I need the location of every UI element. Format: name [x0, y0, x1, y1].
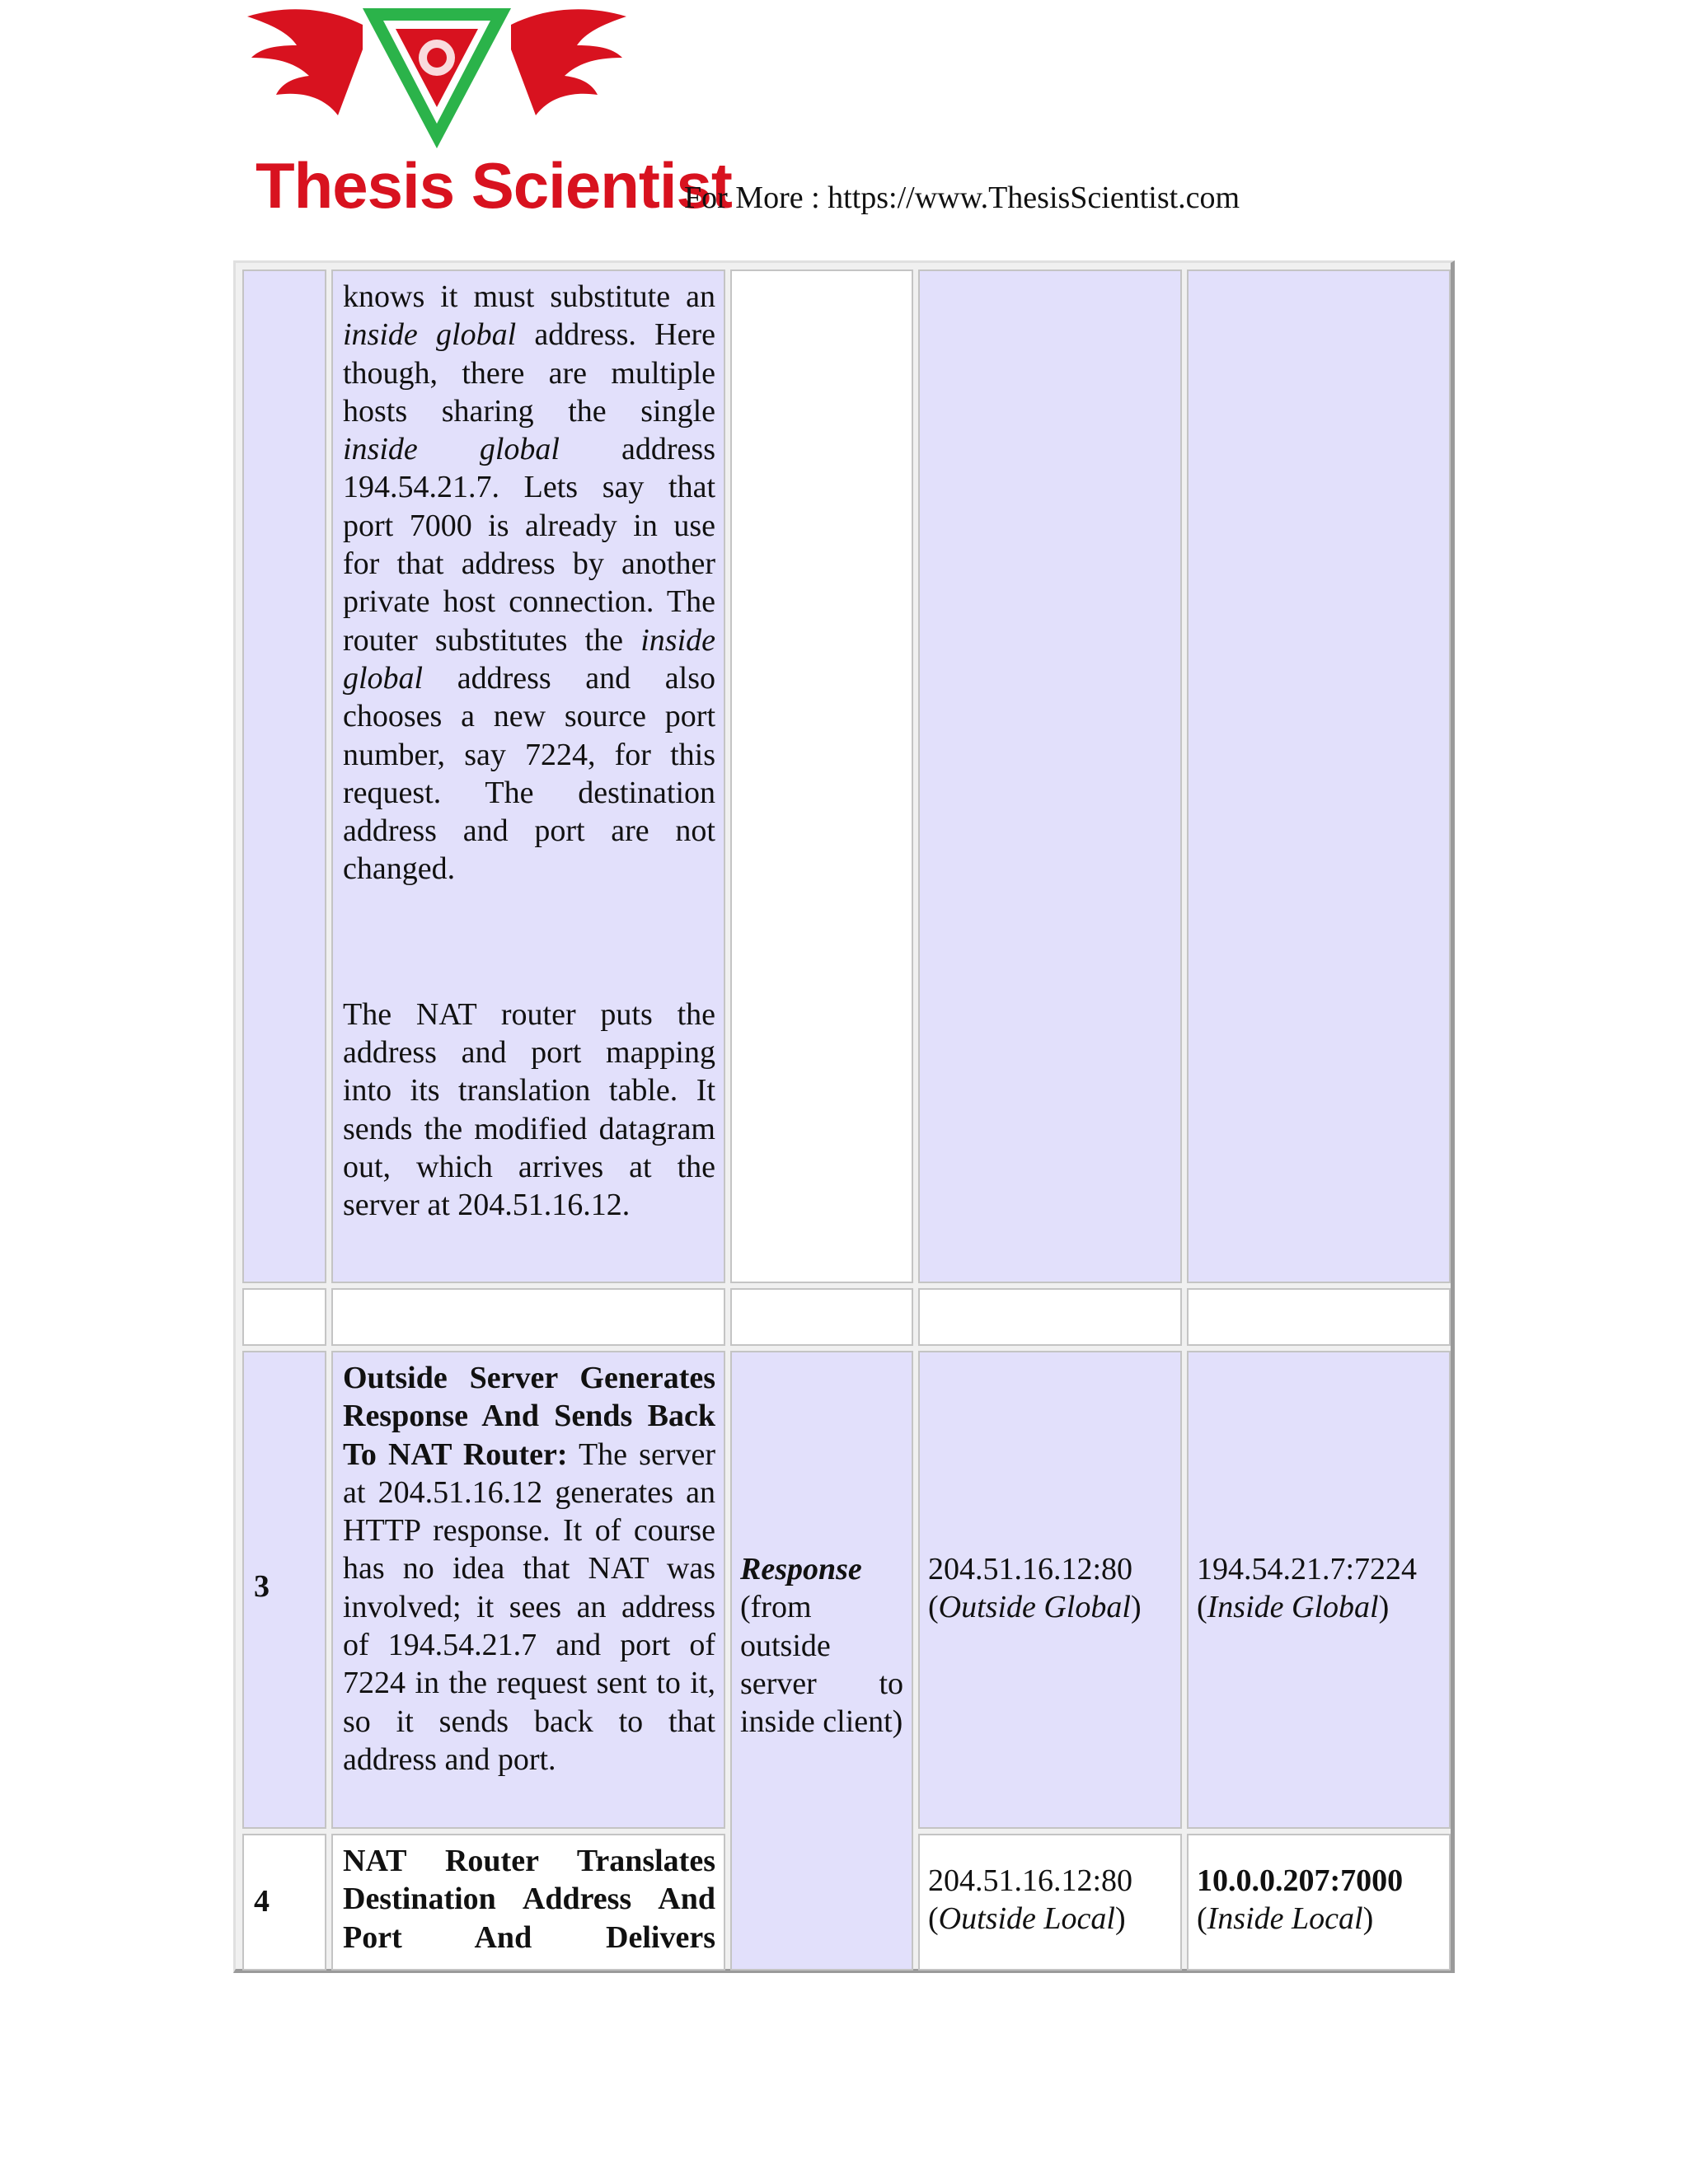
- spacer-cell-5: [1187, 1288, 1451, 1346]
- website-link[interactable]: For More : https://www.ThesisScientist.com: [684, 180, 1240, 215]
- row3-destination-cell: [1187, 1351, 1451, 1829]
- row4-description: [343, 1842, 715, 1957]
- row2-description: [343, 278, 715, 1225]
- row4-destination: [1197, 1862, 1441, 1938]
- row4-destination-type: (Inside Local): [1197, 1901, 1374, 1937]
- row3-description-cell: [331, 1351, 725, 1829]
- row4-source-cell: [918, 1834, 1182, 1971]
- row3-source: [928, 1550, 1172, 1627]
- row3-source-type: (Outside Global): [928, 1590, 1142, 1625]
- row4-source-address: 204.51.16.12:80: [928, 1863, 1133, 1898]
- row2-description-cell: [331, 269, 725, 1283]
- row4-source: [928, 1862, 1172, 1938]
- row3-description: [343, 1359, 715, 1779]
- spacer-cell-1: [242, 1288, 326, 1346]
- row4-description-cell: [331, 1834, 725, 1971]
- row3-heading: Outside Server Generates Response And Sends Back To NAT Router:: [343, 1361, 715, 1472]
- row2-step-cell: [242, 269, 326, 1283]
- row2-destination-cell: [1187, 269, 1451, 1283]
- row3-destination-type: (Inside Global): [1197, 1590, 1390, 1625]
- response-direction: [740, 1550, 903, 1741]
- row4-step-cell: [242, 1834, 326, 1971]
- row4-step-number: 4: [254, 1884, 270, 1919]
- response-detail: (from outside server to inside client): [740, 1590, 903, 1740]
- row2-source-cell: [918, 269, 1182, 1283]
- row2-direction-cell: [730, 269, 913, 1283]
- row2-paragraph-1: knows it must substitute an inside global address. Here though, there are multiple hosts sharing the single inside global address 194.54.21.7. Lets say that port 7000 is already in use for that address by another private host connection. The router substitutes the inside global address and also chooses a new source port number, say 7224, for this request. The destination address and port are not changed.: [343, 279, 716, 887]
- response-label: Response: [740, 1552, 862, 1586]
- row3-source-address: 204.51.16.12:80: [928, 1552, 1133, 1586]
- row3-step-cell: [242, 1351, 326, 1829]
- row3-destination-address: 194.54.21.7:7224: [1197, 1552, 1418, 1586]
- row4-destination-cell: [1187, 1834, 1451, 1971]
- response-direction-cell: [730, 1351, 913, 1971]
- row4-source-type: (Outside Local): [928, 1901, 1126, 1937]
- row3-source-cell: [918, 1351, 1182, 1829]
- nat-translation-table: [233, 260, 1455, 1973]
- row2-paragraph-2: The NAT router puts the address and port mapping into its translation table. It sends the modified datagram out, which arrives at the server at 204.51.16.12.: [343, 996, 715, 1223]
- logo-wordmark: Thesis Scientist: [256, 149, 732, 222]
- row3-destination: [1197, 1550, 1441, 1627]
- spacer-cell-4: [918, 1288, 1182, 1346]
- row3-body: The server at 204.51.16.12 generates an HTTP response. It of course has no idea that NAT was involved; it sees an address of 194.54.21.7 and port of 7224 in the request sent to it, so it sends back to that address and port.: [343, 1436, 715, 1777]
- spacer-cell-2: [331, 1288, 725, 1346]
- row4-heading: NAT Router Translates Destination Address And Port And Delivers: [343, 1844, 715, 1955]
- spacer-cell-3: [730, 1288, 913, 1346]
- row3-step-number: 3: [254, 1569, 270, 1604]
- row4-destination-address: 10.0.0.207:7000: [1197, 1863, 1404, 1898]
